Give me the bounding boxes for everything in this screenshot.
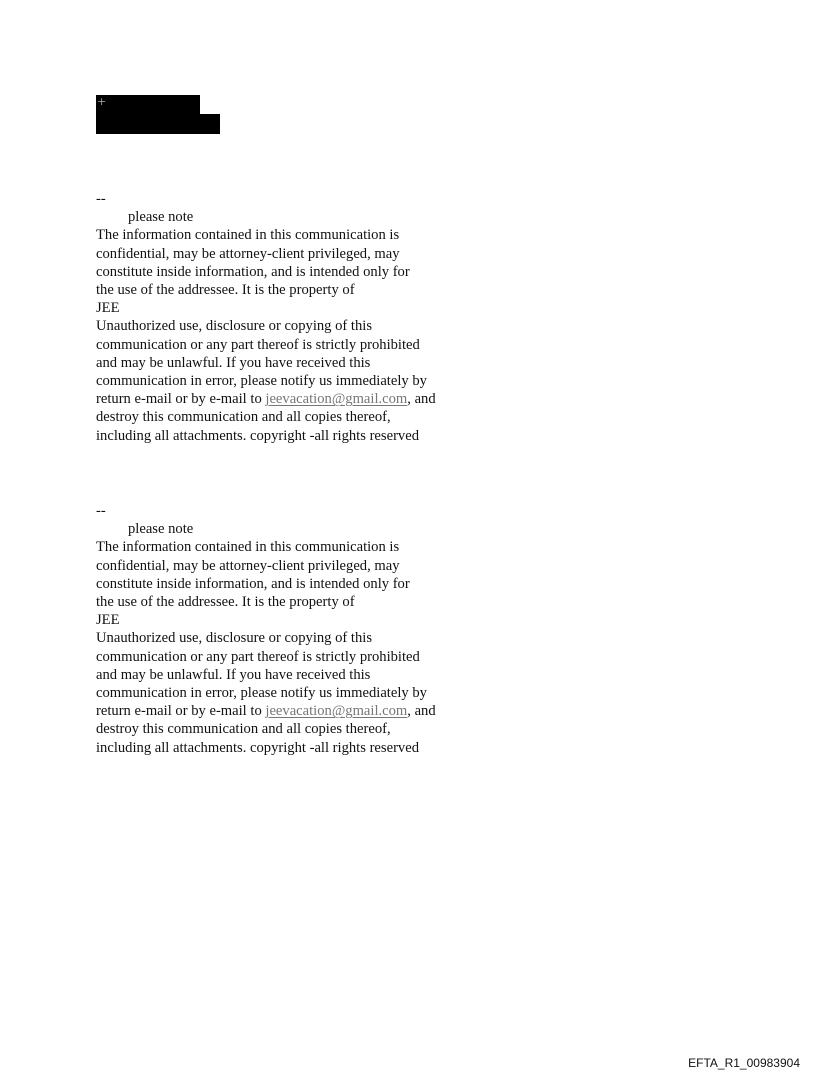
notice-line: the use of the addressee. It is the property of xyxy=(96,594,355,611)
redaction-bar xyxy=(96,114,220,134)
notice-line: the use of the addressee. It is the property of xyxy=(96,282,355,299)
notice-line: destroy this communication and all copies thereof, xyxy=(96,721,391,738)
redaction-bar xyxy=(96,95,200,114)
email-link[interactable]: jeevacation@gmail.com xyxy=(265,391,408,408)
notice-text: , and xyxy=(407,391,436,408)
plus-mark: + xyxy=(97,95,107,108)
notice-line-with-email xyxy=(96,390,496,408)
email-link[interactable]: jeevacation@gmail.com xyxy=(265,703,408,720)
notice-text: return e-mail or by e-mail to xyxy=(96,391,266,408)
document-id: EFTA_R1_00983904 xyxy=(688,1056,800,1070)
separator-line: -- xyxy=(96,503,106,519)
notice-line: communication or any part thereof is strictly prohibited xyxy=(96,336,420,353)
notice-title: please note xyxy=(128,209,194,226)
notice-owner: JEE xyxy=(96,300,120,317)
notice-line: destroy this communication and all copies thereof, xyxy=(96,409,391,426)
notice-line: constitute inside information, and is intended only for xyxy=(96,575,410,592)
notice-line: and may be unlawful. If you have received this xyxy=(96,354,371,371)
notice-line: Unauthorized use, disclosure or copying of this xyxy=(96,630,373,647)
notice-line: communication in error, please notify us immediately by xyxy=(96,685,427,702)
notice-line: confidential, may be attorney-client privileged, may xyxy=(96,245,400,262)
notice-line: Unauthorized use, disclosure or copying of this xyxy=(96,318,373,335)
confidentiality-notice xyxy=(96,502,496,757)
notice-line: communication or any part thereof is strictly prohibited xyxy=(96,648,420,665)
notice-text: return e-mail or by e-mail to xyxy=(96,703,266,720)
notice-line: and may be unlawful. If you have received this xyxy=(96,666,371,683)
notice-line: including all attachments. copyright -all rights reserved xyxy=(96,427,419,444)
notice-title: please note xyxy=(128,521,194,538)
notice-line: communication in error, please notify us immediately by xyxy=(96,373,427,390)
notice-line: The information contained in this communication is xyxy=(96,227,400,244)
notice-line-with-email xyxy=(96,702,496,720)
notice-line: including all attachments. copyright -all rights reserved xyxy=(96,739,419,756)
notice-line: constitute inside information, and is intended only for xyxy=(96,263,410,280)
separator-line: -- xyxy=(96,191,106,207)
confidentiality-notice xyxy=(96,190,496,445)
notice-line: confidential, may be attorney-client privileged, may xyxy=(96,557,400,574)
notice-text: , and xyxy=(407,703,436,720)
notice-line: The information contained in this communication is xyxy=(96,539,400,556)
notice-owner: JEE xyxy=(96,612,120,629)
